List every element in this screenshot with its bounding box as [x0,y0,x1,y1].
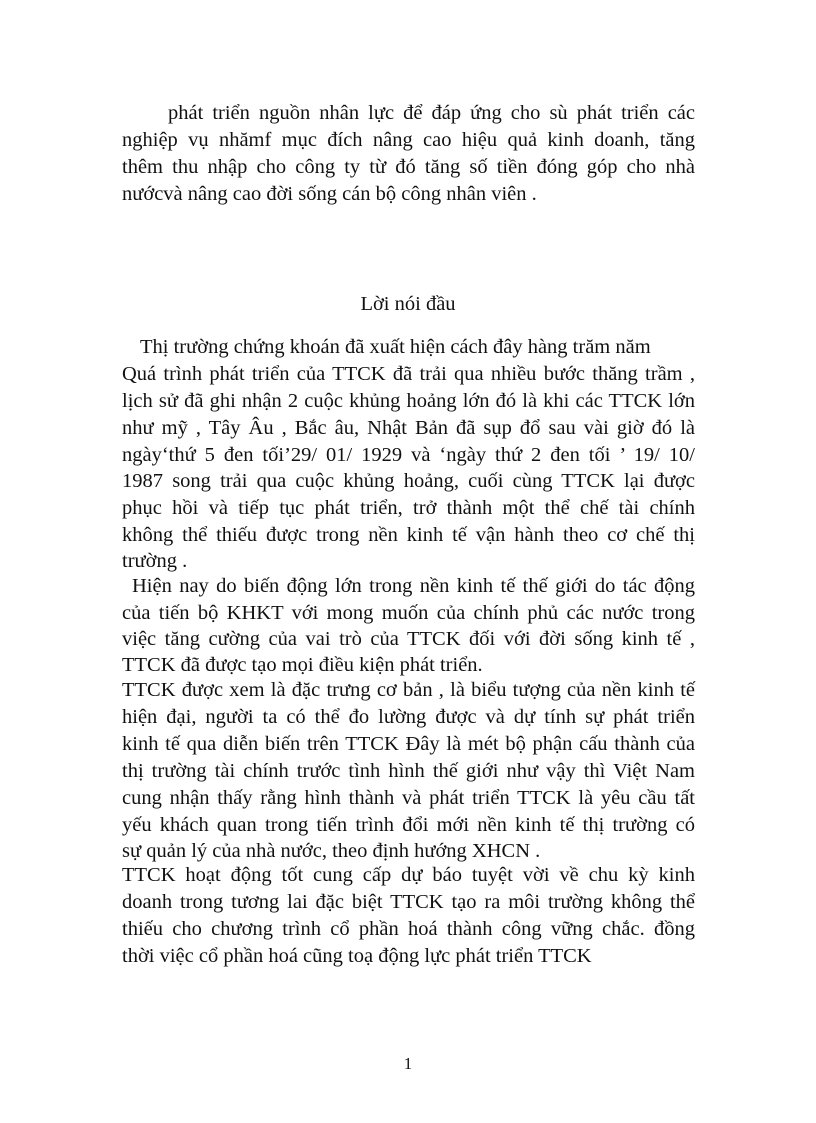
body-line-2: Quá trình phát triển của TTCK đã trải qua nhiều bước thăng trầm , [122,363,695,385]
body-line-10: Hiện nay do biến động lớn trong nền kinh tế thế giới do tác động [132,575,695,597]
page-heading: Lời nói đầu [360,293,456,315]
intro-line-1: phát triển nguồn nhân lực để đáp ứng cho sù phát triển các [168,102,695,124]
intro-line-3: thêm thu nhập cho công ty từ đó tăng số tiền đóng góp cho nhà [122,156,695,178]
body-line-8: không thể thiếu được trong nền kinh tế vận hành theo cơ chế thị [122,524,695,546]
body-line-16: kinh tế qua diễn biến trên TTCK Đây là mét bộ phận cấu thành của [122,733,695,755]
body-line-9: trường . [122,550,188,572]
body-line-6: 1987 song trải qua cuộc khủng hoảng, cuối cùng TTCK lại được [122,470,695,492]
body-line-18: cung nhận thấy rằng hình thành và phát triển TTCK là yêu cầu tất [122,787,695,809]
body-line-13: TTCK đã được tạo mọi điều kiện phát triển. [122,654,483,676]
body-line-23: thiếu cho chương trình cổ phần hoá thành công vững chắc. đồng [122,918,695,940]
body-line-1: Thị trường chứng khoán đã xuất hiện cách đây hàng trăm năm [140,336,651,358]
body-line-14: TTCK được xem là đặc trưng cơ bản , là biểu tượng của nền kinh tế [122,679,695,701]
body-line-5: ngày‘thứ 5 đen tối’29/ 01/ 1929 và ‘ngày thứ 2 đen tối ’ 19/ 10/ [122,444,695,466]
body-line-21: TTCK hoạt động tốt cung cấp dự báo tuyệt vời về chu kỳ kinh [122,864,695,886]
body-line-15: hiện đại, người ta có thể đo lường được và dự tính sự phát triển [122,706,695,728]
body-line-17: thị trường tài chính trước tình hình thế giới như vậy thì Việt Nam [122,760,695,782]
body-line-24: thời việc cổ phần hoá cũng toạ động lực phát triển TTCK [122,945,592,967]
body-line-20: sự quản lý của nhà nước, theo định hướng XHCN . [122,840,541,862]
body-line-4: như mỹ , Tây Âu , Bắc âu, Nhật Bản đã sụp đổ sau vài giờ đó là [122,417,695,439]
body-line-19: yếu khách quan trong tiến trình đổi mới nền kinh tế thị trường có [122,814,695,836]
body-line-7: phục hồi và tiếp tục phát triển, trở thành một thể chế tài chính [122,497,695,519]
body-line-3: lịch sử đã ghi nhận 2 cuộc khủng hoảng lớn đó là khi các TTCK lớn [122,390,695,412]
body-line-22: doanh trong tương lai đặc biệt TTCK tạo ra môi trường không thể [122,891,695,913]
intro-line-4: nướcvà nâng cao đời sống cán bộ công nhân viên . [122,183,537,205]
body-line-11: của tiến bộ KHKT với mong muốn của chính phủ các nước trong [122,602,695,624]
page-number: 1 [403,1054,413,1073]
intro-line-2: nghiệp vụ nhămf mục đích nâng cao hiệu quả kinh doanh, tăng [122,129,695,151]
body-line-12: việc tăng cường của vai trò của TTCK đối với đời sống kinh tế , [122,628,695,650]
